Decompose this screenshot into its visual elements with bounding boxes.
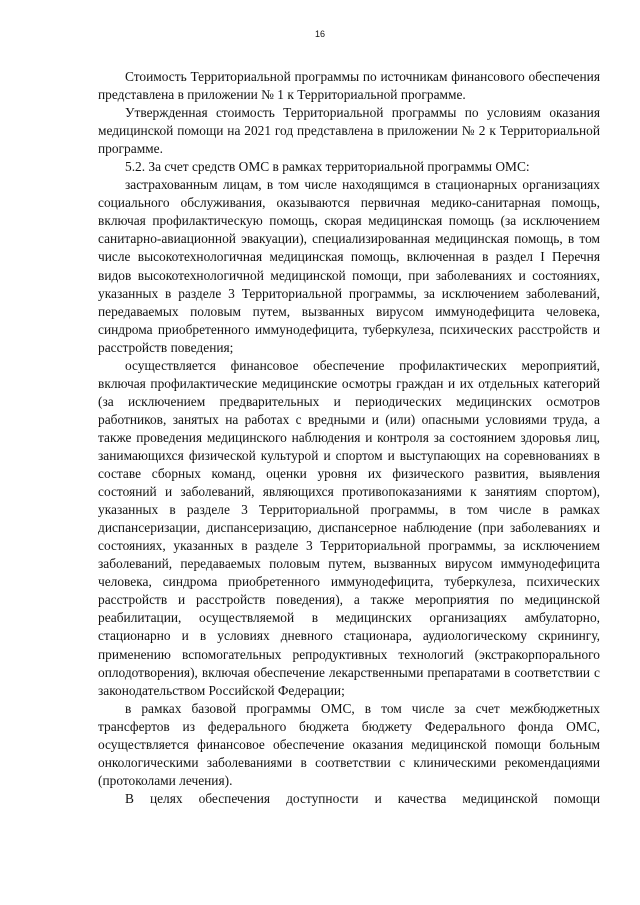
paragraph-preventive-financing: осуществляется финансовое обеспечение профилактических мероприятий, включая профилактические медицинские осмотры граждан и их отдельных категорий (за исключением предварительных и периодических медицинских осмотров работников, занятых на работах с вредными и (или) опасными условиями труда, а также проведения медицинского наблюдения и контроля за состоянием здоровья лиц, занимающихся физической культурой и спортом и выступающих на соревнованиях в составе сборных команд, оценки уровня их физического развития, выявления состояний и заболеваний, являющихся противопоказаниями к занятиям спортом), указанных в разделе 3 Территориальной программы, в том числе в рамках диспансеризации, диспансеризацию, диспансерное наблюдение (при заболеваниях и состояниях, указанных в разделе 3 Территориальной программы, за исключением заболеваний, передаваемых половым путем, вызванных вирусом иммунодефицита человека, синдрома приобретенного иммунодефицита, туберкулеза, психических расстройств и расстройств поведения), а также мероприятия по медицинской реабилитации, осуществляемой в медицинских организациях амбулаторно, стационарно и в условиях дневного стационара, аудиологическому скринингу, применению вспомогательных репродуктивных технологий (экстракорпорального оплодотворения), включая обеспечение лекарственными препаратами в соответствии с законодательством Российской Федерации; (98, 357, 600, 698)
paragraph-section-5-2: 5.2. За счет средств ОМС в рамках территориальной программы ОМС: (125, 159, 530, 175)
paragraph-oncology-financing: в рамках базовой программы ОМС, в том числе за счет межбюджетных трансфертов из федерального бюджета бюджету Федерального фонда ОМС, осуществляется финансовое обеспечение оказания медицинской помощи больным онкологическими заболеваниями в соответствии с клиническими рекомендациями (протоколами лечения). (98, 700, 600, 788)
paragraph-cost-sources: Стоимость Территориальной программы по источникам финансового обеспечения представлена в приложении № 1 к Территориальной программе. (98, 69, 600, 103)
paragraph-accessibility: В целях обеспечения доступности и качества медицинской помощи (125, 790, 600, 806)
document-body (98, 68, 600, 808)
page-number: 16 (314, 29, 325, 39)
paragraph-approved-cost: Утвержденная стоимость Территориальной программы по условиям оказания медицинской помощи на 2021 год представлена в приложении № 2 к Территориальной программе. (98, 105, 600, 157)
paragraph-insured-persons: застрахованным лицам, в том числе находящимся в стационарных организациях социального обслуживания, оказываются первичная медико-санитарная помощь, включая профилактическую помощь, скорая медицинская помощь (за исключением санитарно-авиационной эвакуации), специализированная медицинская помощь, в том числе высокотехнологичная медицинская помощь, включенная в раздел I Перечня видов высокотехнологичной медицинской помощи, при заболеваниях и состояниях, указанных в разделе 3 Территориальной программы, за исключением заболеваний, передаваемых половым путем, вызванных вирусом иммунодефицита человека, синдрома приобретенного иммунодефицита, туберкулеза, психических расстройств и расстройств поведения; (98, 177, 600, 355)
